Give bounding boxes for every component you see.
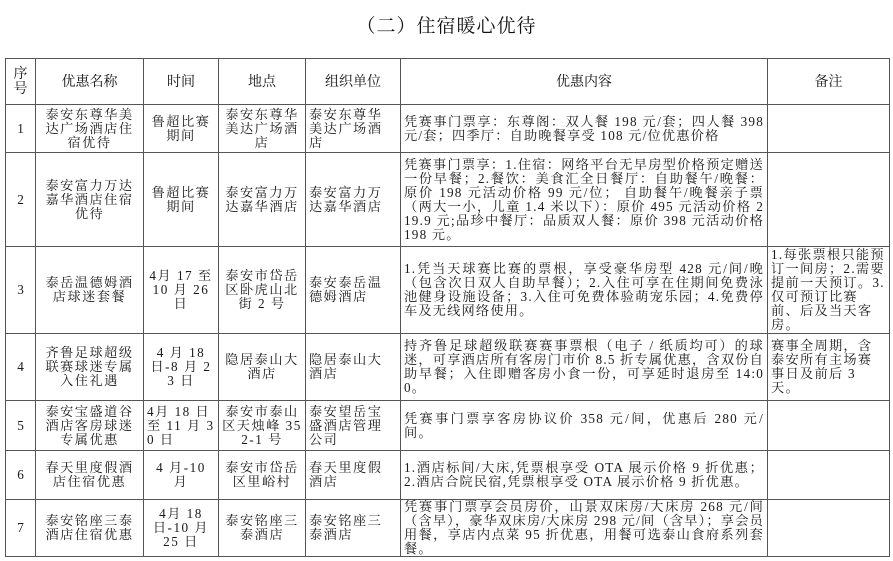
table-header-row	[6, 59, 890, 105]
header-name: 优惠名称	[36, 59, 144, 105]
cell-name: 泰安铭座三泰酒店住宿优惠	[36, 500, 144, 557]
table-row	[6, 153, 890, 247]
accommodation-offers-table	[5, 58, 890, 557]
cell-name: 泰安富力万达嘉华酒店住宿优待	[36, 153, 144, 247]
cell-organizer: 泰安泰岳温德姆酒店	[306, 247, 401, 334]
cell-organizer: 泰安铭座三泰酒店	[306, 500, 401, 557]
cell-organizer: 春天里度假酒店	[306, 451, 401, 500]
cell-location: 泰安市岱岳区卧虎山北街 2 号	[219, 247, 306, 334]
cell-note	[768, 401, 890, 451]
header-location: 地点	[219, 59, 306, 105]
cell-time: 鲁超比赛期间	[144, 105, 219, 153]
cell-organizer: 泰安望岳宝盛酒店管理公司	[306, 401, 401, 451]
cell-name: 泰岳温德姆酒店球迷套餐	[36, 247, 144, 334]
cell-name: 齐鲁足球超级联赛球迷专属入住礼遇	[36, 334, 144, 401]
cell-time: 4月 17 至 10 月 26 日	[144, 247, 219, 334]
cell-content: 凭赛事门票享会员房价，山景双床房/大床房 268 元/间（含早），豪华双床房/大床房 298 元/间（含早）；享会员用餐，享店内点菜 95 折优惠，用餐可选泰山食府系列套餐。	[401, 500, 768, 557]
cell-time: 4月 18 日-10 月 25 日	[144, 500, 219, 557]
header-note: 备注	[768, 59, 890, 105]
cell-content: 凭赛事门票享客房协议价 358 元/间，优惠后 280 元/间。	[401, 401, 768, 451]
cell-seq: 7	[6, 500, 36, 557]
header-content: 优惠内容	[401, 59, 768, 105]
cell-location: 泰安市泰山区天烛峰 352-1 号	[219, 401, 306, 451]
cell-location: 隐居泰山大酒店	[219, 334, 306, 401]
header-time: 时间	[144, 59, 219, 105]
cell-note: 1.每张票根只能预订一间房；2.需要提前一天预订。3.仅可预订比赛前、后及当天客房。	[768, 247, 890, 334]
cell-seq: 6	[6, 451, 36, 500]
cell-seq: 2	[6, 153, 36, 247]
cell-seq: 1	[6, 105, 36, 153]
table-row	[6, 334, 890, 401]
table-row	[6, 401, 890, 451]
cell-seq: 3	[6, 247, 36, 334]
cell-content: 凭赛事门票享：东尊阁：双人餐 198 元/套；四人餐 398 元/套；四季厅：自助晚餐享受 108 元/位优惠价格	[401, 105, 768, 153]
cell-note	[768, 500, 890, 557]
table-row	[6, 105, 890, 153]
page-title: （二）住宿暖心优待	[356, 15, 537, 37]
cell-time: 4 月-10 月	[144, 451, 219, 500]
cell-seq: 5	[6, 401, 36, 451]
table-row	[6, 247, 890, 334]
cell-content: 1.凭当天球赛比赛的票根，享受豪华房型 428 元/间/晚（包含次日双人自助早餐）；2.入住可享在住期间免费泳池健身设施设备；3.入住可免费体验萌宠乐园；4.免费停车及无线网络使用。	[401, 247, 768, 334]
cell-note: 赛事全周期，含泰安所有主场赛事日及前后 3 天。	[768, 334, 890, 401]
table-row	[6, 500, 890, 557]
cell-organizer: 隐居泰山大酒店	[306, 334, 401, 401]
cell-organizer: 泰安富力万达嘉华酒店	[306, 153, 401, 247]
cell-time: 鲁超比赛期间	[144, 153, 219, 247]
cell-note	[768, 451, 890, 500]
cell-content: 1.酒店标间/大床,凭票根享受 OTA 展示价格 9 折优惠；2.酒店合院民宿,凭票根享受 OTA 展示价格 9 折优惠。	[401, 451, 768, 500]
table-row	[6, 451, 890, 500]
header-organizer: 组织单位	[306, 59, 401, 105]
cell-time: 4月 18 日至 11 月 30 日	[144, 401, 219, 451]
cell-location: 泰安铭座三泰酒店	[219, 500, 306, 557]
header-seq: 序号	[6, 59, 36, 105]
cell-location: 泰安东尊华美达广场酒店	[219, 105, 306, 153]
cell-name: 泰安宝盛道谷酒店客房球迷专属优惠	[36, 401, 144, 451]
cell-location: 泰安市岱岳区里峪村	[219, 451, 306, 500]
cell-name: 泰安东尊华美达广场酒店住宿优待	[36, 105, 144, 153]
cell-note	[768, 105, 890, 153]
cell-time: 4 月 18 日-8 月 23 日	[144, 334, 219, 401]
cell-note	[768, 153, 890, 247]
cell-content: 凭赛事门票享：1.住宿：网络平台无早房型价格预定赠送一份早餐；2.餐饮：美食汇全日餐厅：自助餐午/晚餐：原价 198 元活动价格 99 元/位； 自助餐午/晚餐亲子票（两大一小，儿童 1.4 米以下）：原价 495 元活动价格 219.9 元;品珍中餐厅：品质双人餐：原价 398 元活动价格 198 元。	[401, 153, 768, 247]
cell-name: 春天里度假酒店住宿优惠	[36, 451, 144, 500]
cell-location: 泰安富力万达嘉华酒店	[219, 153, 306, 247]
cell-seq: 4	[6, 334, 36, 401]
cell-content: 持齐鲁足球超级联赛赛事票根（电子 / 纸质均可）的球迷，可享酒店所有客房门市价 8.5 折专属优惠，含双份自助早餐；入住即赠客房小食一份，可享延时退房至 14:00。	[401, 334, 768, 401]
cell-organizer: 泰安东尊华美达广场酒店	[306, 105, 401, 153]
